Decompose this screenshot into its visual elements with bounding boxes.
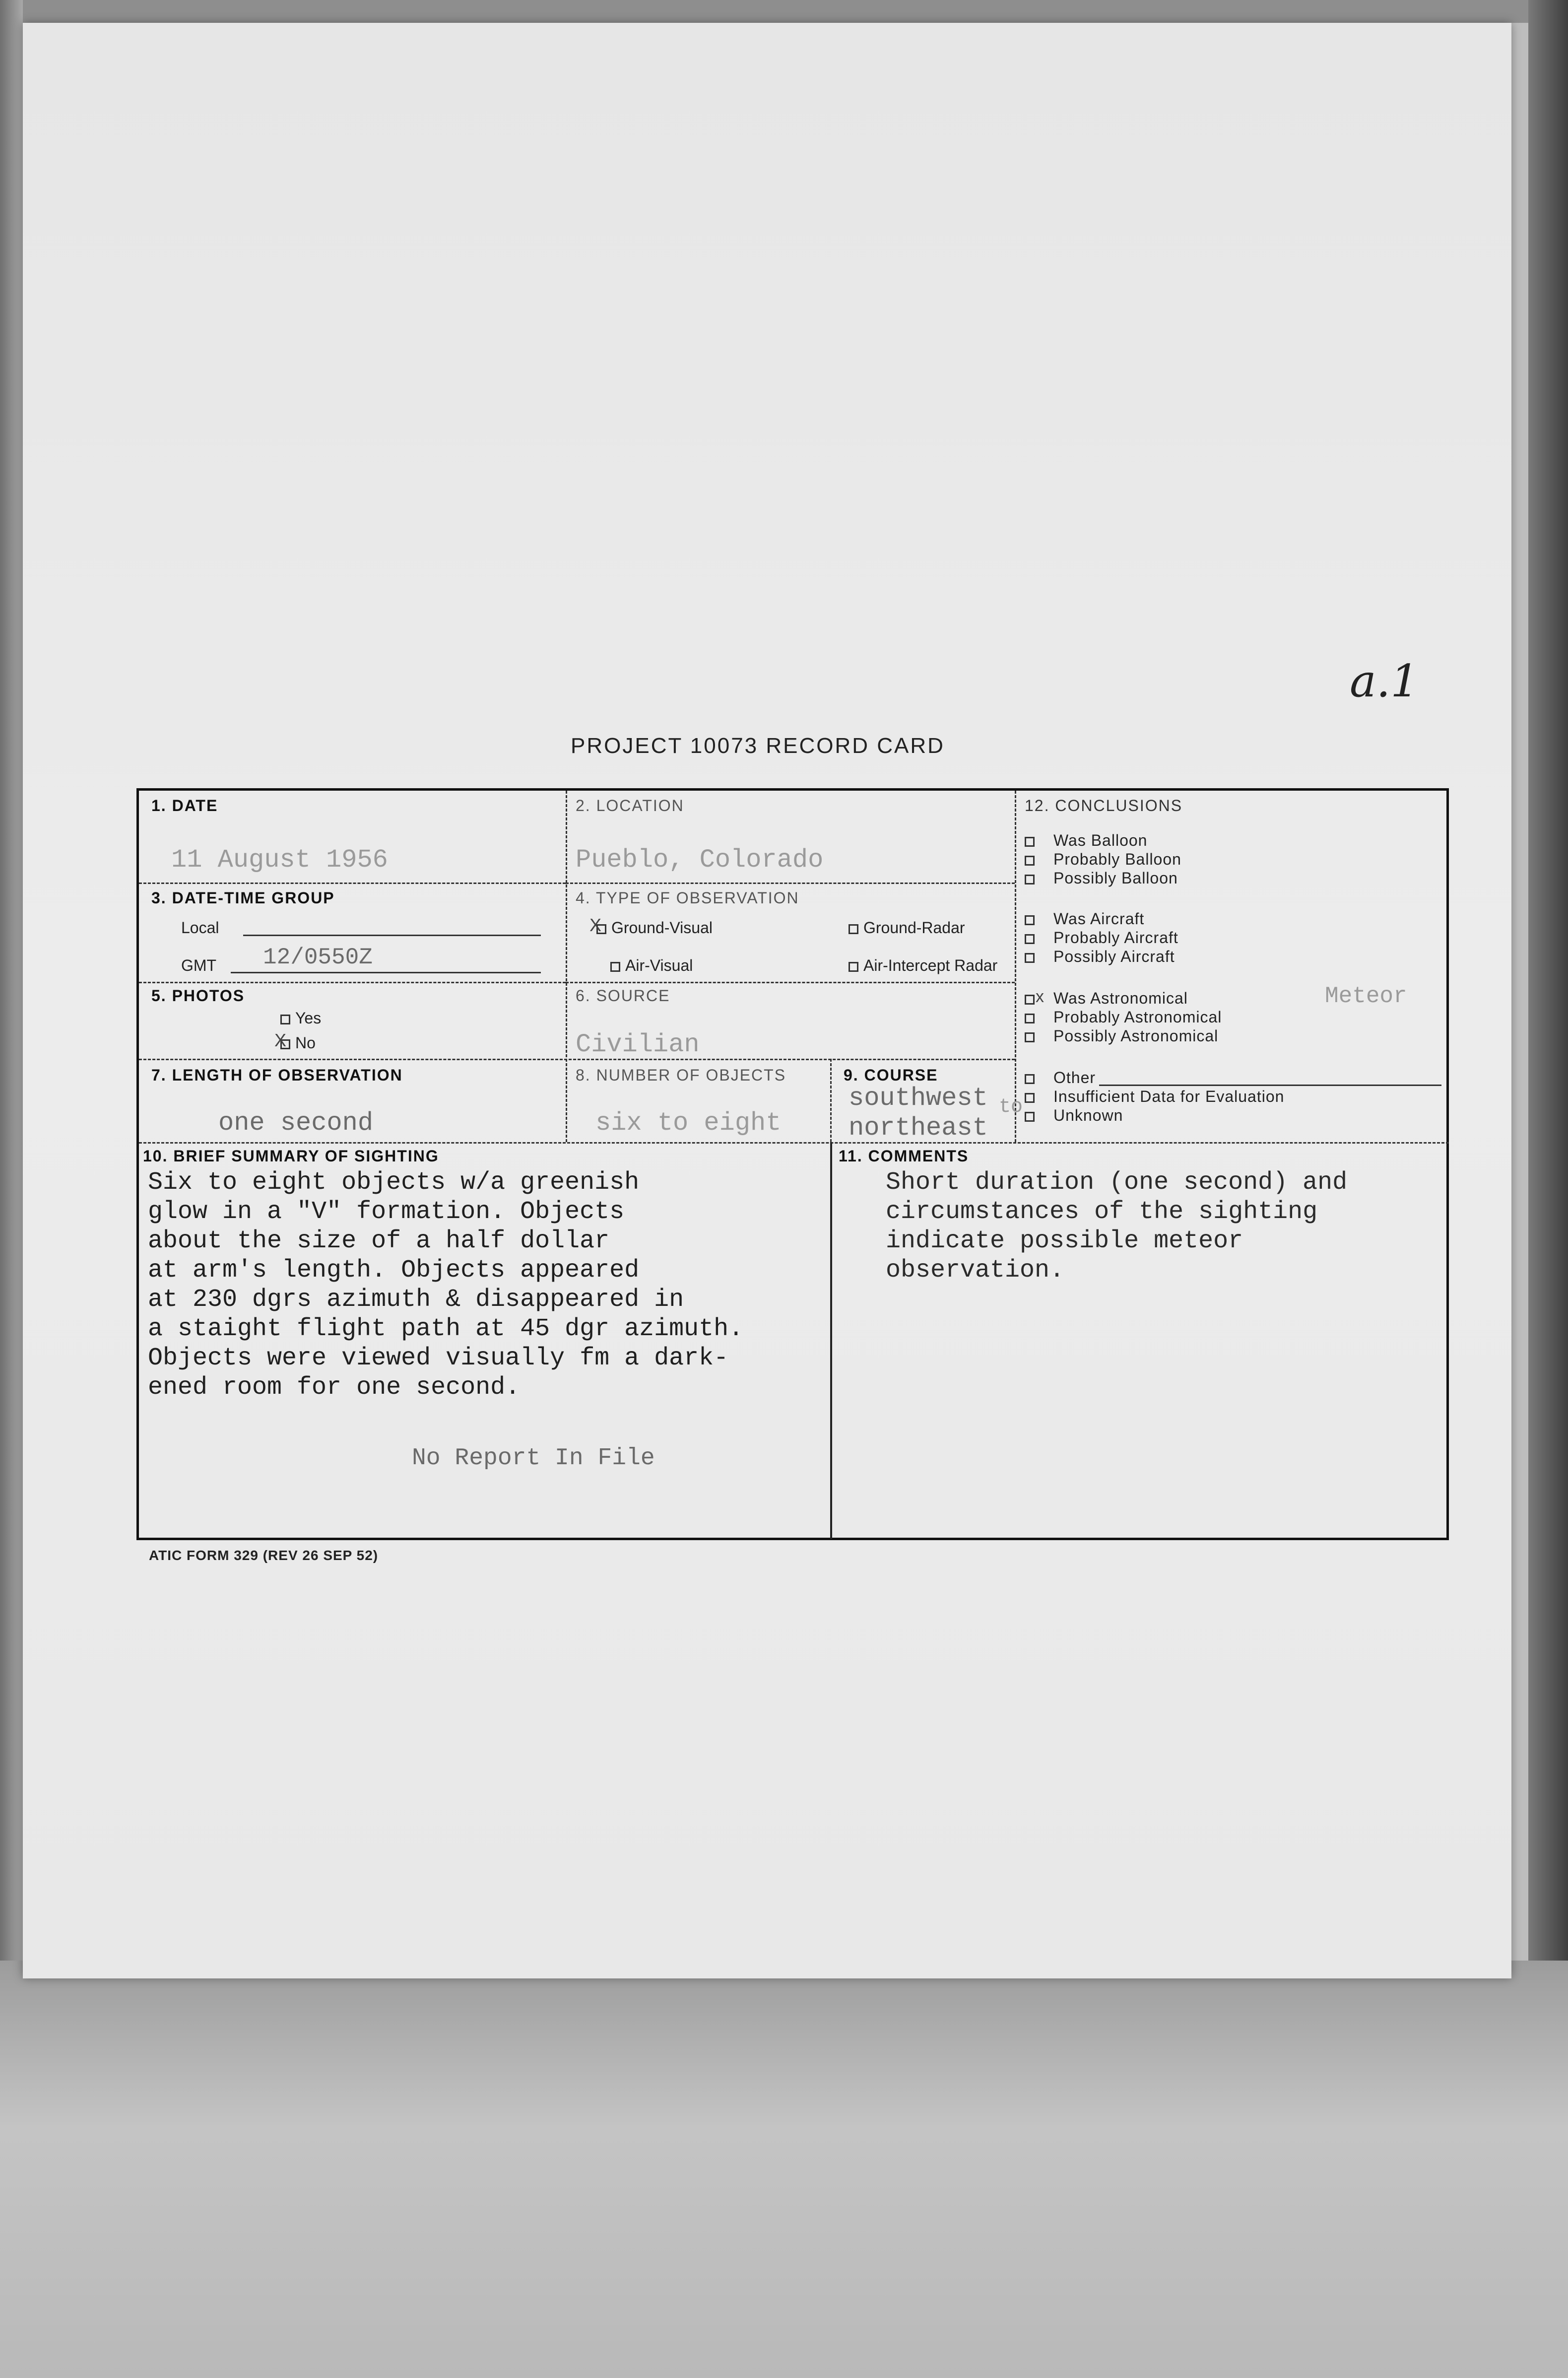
comments-line: indicate possible meteor xyxy=(886,1227,1243,1255)
conclusion-unknown: Unknown xyxy=(1025,1106,1123,1125)
checkbox-probably-balloon xyxy=(1025,856,1035,866)
summary-line: Objects were viewed visually fm a dark- xyxy=(148,1344,729,1372)
checkbox-possibly-aircraft xyxy=(1025,953,1035,963)
conclusion-was-aircraft: Was Aircraft xyxy=(1025,910,1144,928)
checkbox-probably-astronomical xyxy=(1025,1014,1035,1023)
comments-label: 11. COMMENTS xyxy=(839,1147,969,1165)
date-time-group-label: 3. DATE-TIME GROUP xyxy=(151,889,335,907)
checkbox-ground-radar xyxy=(849,924,858,934)
rule-row2-left xyxy=(139,982,566,983)
divider-col3 xyxy=(1015,791,1016,1142)
record-card xyxy=(136,788,1449,1540)
corner-handwritten-mark: a.1 xyxy=(1350,655,1419,707)
comments-line: observation. xyxy=(886,1256,1065,1285)
summary-line: at 230 dgrs azimuth & disappeared in xyxy=(148,1286,684,1314)
checkbox-was-balloon xyxy=(1025,837,1035,847)
checkbox-unknown xyxy=(1025,1112,1035,1122)
course-value-line1: southwest xyxy=(849,1084,988,1113)
checkbox-was-astronomical xyxy=(1025,995,1035,1005)
course-value-to: to xyxy=(999,1096,1023,1118)
no-report-in-file-note: No Report In File xyxy=(412,1445,655,1472)
comments-line: circumstances of the sighting xyxy=(886,1198,1318,1226)
conclusion-was-balloon: Was Balloon xyxy=(1025,831,1147,850)
scan-top-edge xyxy=(0,0,1568,23)
length-of-observation-value: one second xyxy=(218,1108,374,1138)
checkbox-air-visual xyxy=(610,962,620,972)
gmt-value: 12/0550Z xyxy=(263,945,373,970)
rule-row1-mid xyxy=(566,883,1015,884)
checkbox-possibly-balloon xyxy=(1025,875,1035,884)
location-value: Pueblo, Colorado xyxy=(576,845,824,875)
conclusion-possibly-aircraft: Possibly Aircraft xyxy=(1025,948,1175,966)
observation-ground-visual: X Ground-Visual xyxy=(589,915,713,937)
observation-ground-radar: Ground-Radar xyxy=(849,919,965,937)
checkbox-probably-aircraft xyxy=(1025,934,1035,944)
summary-line: glow in a "V" formation. Objects xyxy=(148,1198,625,1226)
checked-x-mark-photos: X xyxy=(274,1030,287,1050)
card-title: PROJECT 10073 RECORD CARD xyxy=(571,734,945,758)
conclusion-probably-aircraft: Probably Aircraft xyxy=(1025,929,1178,947)
comments-line: Short duration (one second) and xyxy=(886,1168,1348,1197)
checked-x-mark-astronomical: x xyxy=(1036,987,1045,1006)
scan-bottom-area xyxy=(0,1961,1568,2378)
course-label: 9. COURSE xyxy=(844,1066,938,1084)
number-of-objects-label: 8. NUMBER OF OBJECTS xyxy=(576,1066,786,1084)
conclusion-possibly-balloon: Possibly Balloon xyxy=(1025,869,1178,887)
photos-label: 5. PHOTOS xyxy=(151,987,245,1005)
conclusion-probably-balloon: Probably Balloon xyxy=(1025,850,1181,869)
form-footer: ATIC FORM 329 (REV 26 SEP 52) xyxy=(149,1548,379,1563)
gmt-label: GMT xyxy=(181,956,217,974)
local-time-label: Local xyxy=(181,919,219,937)
divider-col2 xyxy=(830,1059,832,1142)
checked-x-mark: X xyxy=(589,915,602,935)
rule-row1-left xyxy=(139,883,566,884)
rule-row4 xyxy=(139,1142,1449,1144)
conclusion-probably-astronomical: Probably Astronomical xyxy=(1025,1008,1222,1026)
checkbox-other xyxy=(1025,1074,1035,1084)
meteor-note: Meteor xyxy=(1325,983,1407,1009)
conclusions-label: 12. CONCLUSIONS xyxy=(1025,797,1183,815)
comments-text xyxy=(886,1168,1347,1285)
source-value: Civilian xyxy=(576,1030,700,1059)
photos-no: X No xyxy=(274,1030,316,1052)
rule-row2-mid xyxy=(566,982,1015,983)
conclusion-possibly-astronomical: Possibly Astronomical xyxy=(1025,1027,1218,1045)
summary-line: about the size of a half dollar xyxy=(148,1227,610,1255)
gmt-field xyxy=(231,972,541,973)
observation-air-visual: Air-Visual xyxy=(610,956,693,975)
checkbox-photos-yes xyxy=(280,1015,290,1024)
source-label: 6. SOURCE xyxy=(576,987,670,1005)
divider-summary-comments xyxy=(830,1142,832,1539)
type-of-observation-label: 4. TYPE OF OBSERVATION xyxy=(576,889,799,907)
number-of-objects-value: six to eight xyxy=(595,1108,782,1138)
checkbox-air-intercept-radar xyxy=(849,962,858,972)
divider-col1 xyxy=(566,791,567,1142)
summary-line: a staight flight path at 45 dgr azimuth. xyxy=(148,1315,744,1343)
summary-line: ened room for one second. xyxy=(148,1373,521,1402)
length-of-observation-label: 7. LENGTH OF OBSERVATION xyxy=(151,1066,403,1084)
summary-line: Six to eight objects w/a greenish xyxy=(148,1168,640,1197)
conclusion-insufficient-data: Insufficient Data for Evaluation xyxy=(1025,1087,1284,1106)
brief-summary-label: 10. BRIEF SUMMARY OF SIGHTING xyxy=(143,1147,439,1165)
location-label: 2. LOCATION xyxy=(576,797,684,815)
checkbox-possibly-astronomical xyxy=(1025,1032,1035,1042)
local-time-field xyxy=(243,935,541,936)
checkbox-was-aircraft xyxy=(1025,915,1035,925)
course-value-line2: northeast xyxy=(849,1113,988,1143)
brief-summary-text xyxy=(148,1168,743,1402)
conclusion-was-astronomical: x Was Astronomical xyxy=(1025,989,1188,1008)
checkbox-insufficient-data xyxy=(1025,1093,1035,1103)
conclusion-other: Other xyxy=(1025,1069,1096,1087)
photos-yes: Yes xyxy=(280,1009,321,1027)
date-value: 11 August 1956 xyxy=(171,845,388,875)
date-label: 1. DATE xyxy=(151,797,218,815)
other-field xyxy=(1099,1085,1441,1086)
summary-line: at arm's length. Objects appeared xyxy=(148,1256,640,1285)
observation-air-intercept-radar: Air-Intercept Radar xyxy=(849,956,997,975)
